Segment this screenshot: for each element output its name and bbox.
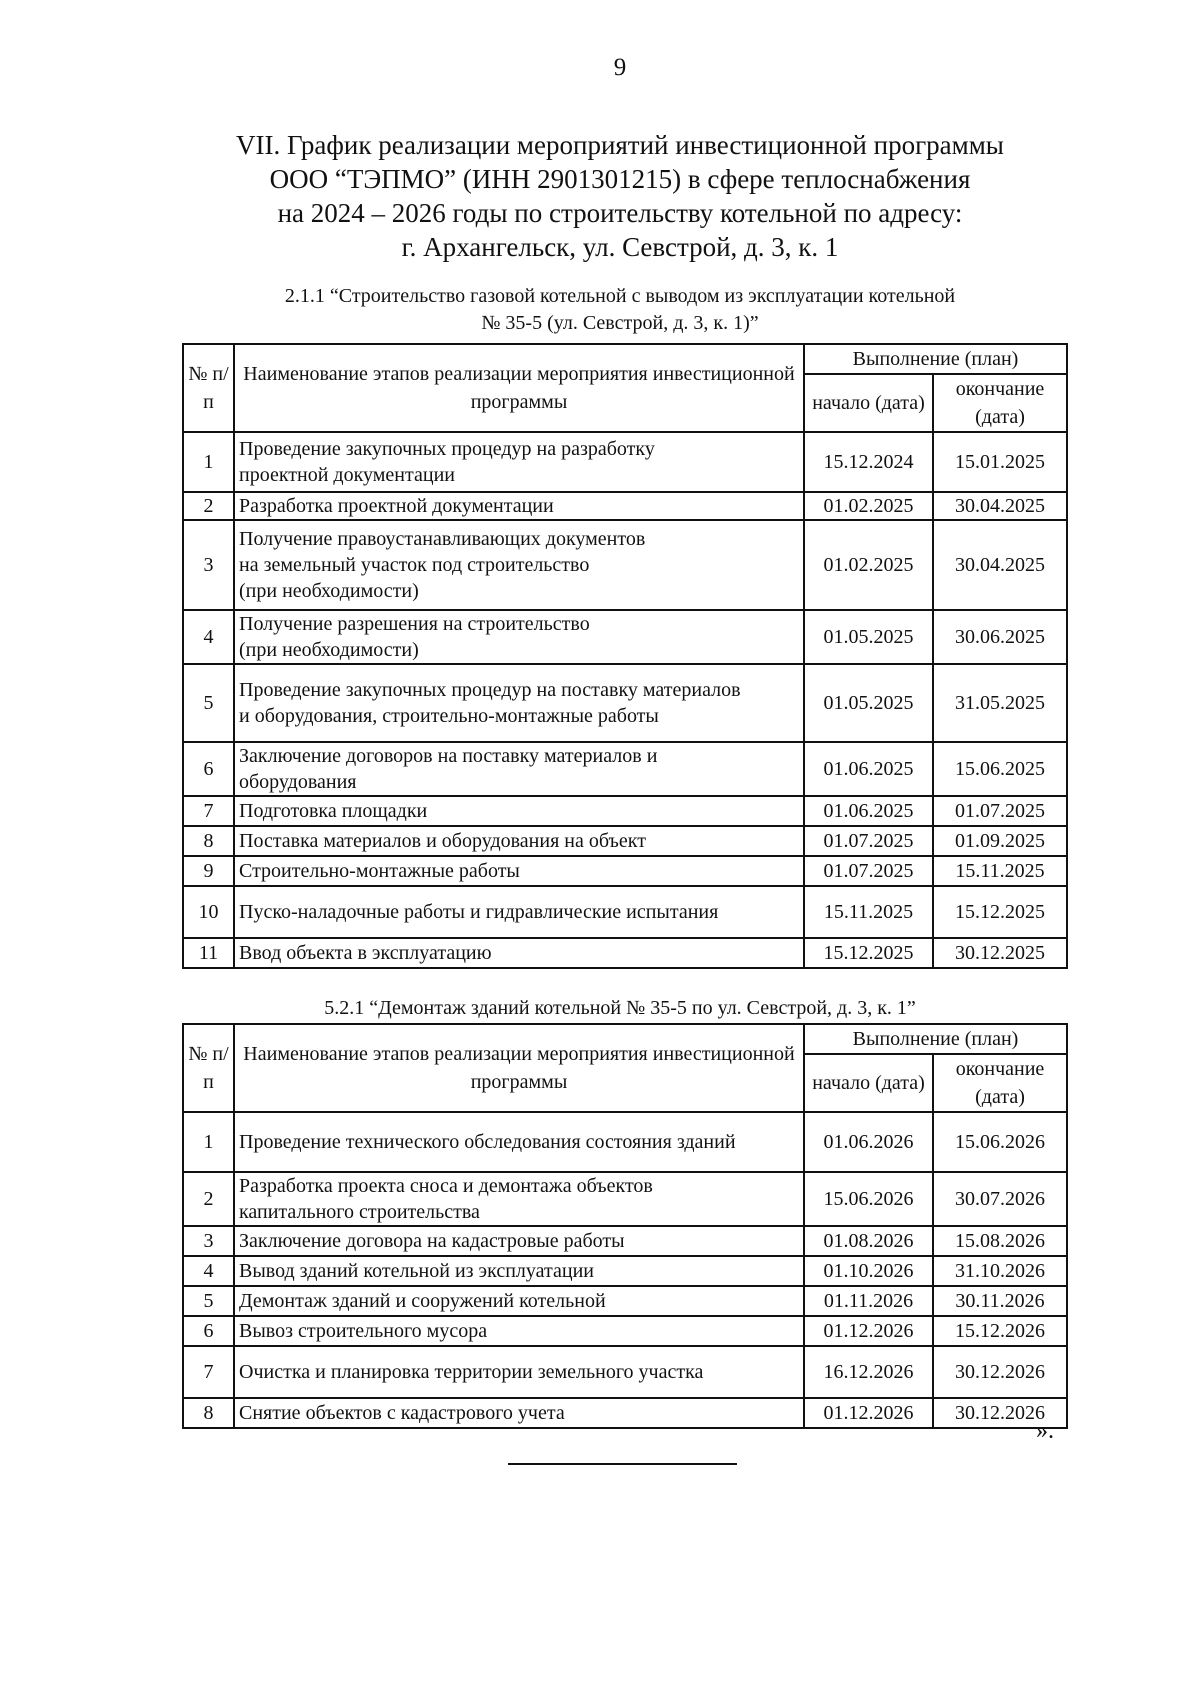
schedule-table-demolition [182,1023,1068,1429]
row-number: 7 [183,796,234,826]
table-row [183,1256,1067,1286]
end-date: 30.12.2026 [933,1398,1067,1428]
header-start: начало (дата) [804,374,933,432]
stage-name [234,664,804,742]
start-date: 01.12.2026 [804,1316,933,1346]
table-header [183,1024,1067,1112]
start-date: 16.12.2026 [804,1346,933,1398]
stage-name-line: Поставка материалов и оборудования на объект [239,830,646,852]
table-row [183,520,1067,610]
stage-name-line: Получение разрешения на строительство [239,613,590,635]
start-date: 01.12.2026 [804,1398,933,1428]
table-row [183,1398,1067,1428]
stage-name [234,432,804,492]
header-num: № п/п [183,1024,234,1112]
stage-name-line: проектной документации [239,464,455,486]
stage-name-line: Пуско-наладочные работы и гидравлические испытания [239,901,719,923]
table-row [183,1112,1067,1172]
stage-name-line: Разработка проектной документации [239,495,554,517]
stage-name-line: Получение правоустанавливающих документов [239,528,646,550]
stage-name-line: Вывоз строительного мусора [239,1320,488,1342]
closing-quote-mark: ». [1036,1418,1054,1444]
header-end: окончание (дата) [933,374,1067,432]
stage-name [234,826,804,856]
row-number: 2 [183,492,234,520]
stage-name [234,1398,804,1428]
start-date: 01.11.2026 [804,1286,933,1316]
stage-name-line: Демонтаж зданий и сооружений котельной [239,1290,606,1312]
start-date: 15.12.2024 [804,432,933,492]
table-row [183,1316,1067,1346]
row-number: 4 [183,1256,234,1286]
stage-name [234,1112,804,1172]
caption-line: № 35-5 (ул. Севстрой, д. 3, к. 1)” [481,312,759,334]
start-date: 01.06.2025 [804,742,933,796]
end-date: 01.09.2025 [933,826,1067,856]
end-date: 15.12.2026 [933,1316,1067,1346]
section1-caption [220,283,1020,337]
table-row [183,886,1067,938]
end-date: 15.06.2026 [933,1112,1067,1172]
row-number: 5 [183,1286,234,1316]
end-date: 30.12.2026 [933,1346,1067,1398]
stage-name [234,1226,804,1256]
stage-name-line: на земельный участок под строительство [239,554,590,576]
row-number: 3 [183,1226,234,1256]
caption-line: 2.1.1 “Строительство газовой котельной с выводом из эксплуатации котельной [284,285,956,307]
start-date: 01.06.2025 [804,796,933,826]
stage-name-line: оборудования [239,771,357,793]
header-end: окончание (дата) [933,1054,1067,1112]
table-row [183,1346,1067,1398]
stage-name [234,1316,804,1346]
row-number: 2 [183,1172,234,1226]
page-number: 9 [613,54,627,81]
start-date: 01.05.2025 [804,664,933,742]
end-date: 30.04.2025 [933,492,1067,520]
row-number: 9 [183,856,234,886]
header-start: начало (дата) [804,1054,933,1112]
end-date: 01.07.2025 [933,796,1067,826]
stage-name [234,886,804,938]
table-row [183,1172,1067,1226]
end-date: 31.10.2026 [933,1256,1067,1286]
start-date: 01.02.2025 [804,492,933,520]
stage-name [234,492,804,520]
end-date: 30.06.2025 [933,610,1067,664]
stage-name [234,610,804,664]
stage-name-line: Вывод зданий котельной из эксплуатации [239,1260,594,1282]
stage-name [234,1172,804,1226]
row-number: 6 [183,742,234,796]
document-heading [160,128,1080,264]
row-number: 1 [183,432,234,492]
row-number: 6 [183,1316,234,1346]
header-name: Наименование этапов реализации мероприятия инвестиционной программы [234,1024,804,1112]
stage-name-line: капитального строительства [239,1201,480,1223]
stage-name-line: Подготовка площадки [239,800,428,822]
start-date: 01.08.2026 [804,1226,933,1256]
end-date: 15.08.2026 [933,1226,1067,1256]
start-date: 01.05.2025 [804,610,933,664]
table-row [183,826,1067,856]
table-row [183,664,1067,742]
stage-name [234,938,804,968]
row-number: 1 [183,1112,234,1172]
row-number: 7 [183,1346,234,1398]
end-date: 30.12.2025 [933,938,1067,968]
end-date: 15.06.2025 [933,742,1067,796]
start-date: 01.06.2026 [804,1112,933,1172]
stage-name [234,1346,804,1398]
stage-name-line: Заключение договора на кадастровые работы [239,1230,625,1252]
stage-name [234,742,804,796]
stage-name-line: Проведение технического обследования состояния зданий [239,1131,736,1153]
table-row [183,492,1067,520]
start-date: 15.12.2025 [804,938,933,968]
table-body [183,432,1067,968]
row-number: 8 [183,1398,234,1428]
table-row [183,856,1067,886]
stage-name-line: Снятие объектов с кадастрового учета [239,1402,565,1424]
row-number: 5 [183,664,234,742]
start-date: 15.11.2025 [804,886,933,938]
stage-name-line: Разработка проекта сноса и демонтажа объектов [239,1175,653,1197]
stage-name [234,856,804,886]
end-date: 15.12.2025 [933,886,1067,938]
row-number: 10 [183,886,234,938]
end-date: 15.01.2025 [933,432,1067,492]
table-row [183,1286,1067,1316]
stage-name-line: Ввод объекта в эксплуатацию [239,942,492,964]
heading-line: ООО “ТЭПМО” (ИНН 2901301215) в сфере теплоснабжения [269,164,971,194]
stage-name [234,520,804,610]
table-header [183,344,1067,432]
stage-name-line: Проведение закупочных процедур на поставку материалов [239,679,741,701]
stage-name [234,1256,804,1286]
table-row [183,938,1067,968]
caption-line: 5.2.1 “Демонтаж зданий котельной № 35-5 по ул. Севстрой, д. 3, к. 1” [324,997,916,1019]
header-execution: Выполнение (план) [804,344,1067,374]
header-num: № п/п [183,344,234,432]
start-date: 01.07.2025 [804,856,933,886]
row-number: 4 [183,610,234,664]
stage-name-line: (при необходимости) [239,580,419,602]
stage-name [234,796,804,826]
section2-caption [270,995,970,1022]
stage-name-line: Проведение закупочных процедур на разработку [239,438,655,460]
end-date: 30.07.2026 [933,1172,1067,1226]
schedule-table-construction [182,343,1068,969]
start-date: 01.02.2025 [804,520,933,610]
closing-rule [508,1463,737,1465]
end-date: 30.04.2025 [933,520,1067,610]
table-row [183,610,1067,664]
heading-line: VII. График реализации мероприятий инвестиционной программы [236,130,1004,160]
end-date: 15.11.2025 [933,856,1067,886]
table-row [183,796,1067,826]
stage-name-line: Заключение договоров на поставку материалов и [239,745,658,767]
row-number: 8 [183,826,234,856]
end-date: 31.05.2025 [933,664,1067,742]
heading-line: на 2024 – 2026 годы по строительству котельной по адресу: [277,198,963,228]
end-date: 30.11.2026 [933,1286,1067,1316]
start-date: 01.07.2025 [804,826,933,856]
start-date: 01.10.2026 [804,1256,933,1286]
row-number: 11 [183,938,234,968]
table-body [183,1112,1067,1428]
table-row [183,742,1067,796]
stage-name-line: Очистка и планировка территории земельного участка [239,1361,704,1383]
stage-name-line: (при необходимости) [239,639,419,661]
header-execution: Выполнение (план) [804,1024,1067,1054]
header-name: Наименование этапов реализации мероприятия инвестиционной программы [234,344,804,432]
start-date: 15.06.2026 [804,1172,933,1226]
stage-name-line: Строительно-монтажные работы [239,860,520,882]
table-row [183,1226,1067,1256]
table-row [183,432,1067,492]
row-number: 3 [183,520,234,610]
stage-name [234,1286,804,1316]
heading-line: г. Архангельск, ул. Севстрой, д. 3, к. 1 [401,232,839,262]
stage-name-line: и оборудования, строительно-монтажные работы [239,705,659,727]
